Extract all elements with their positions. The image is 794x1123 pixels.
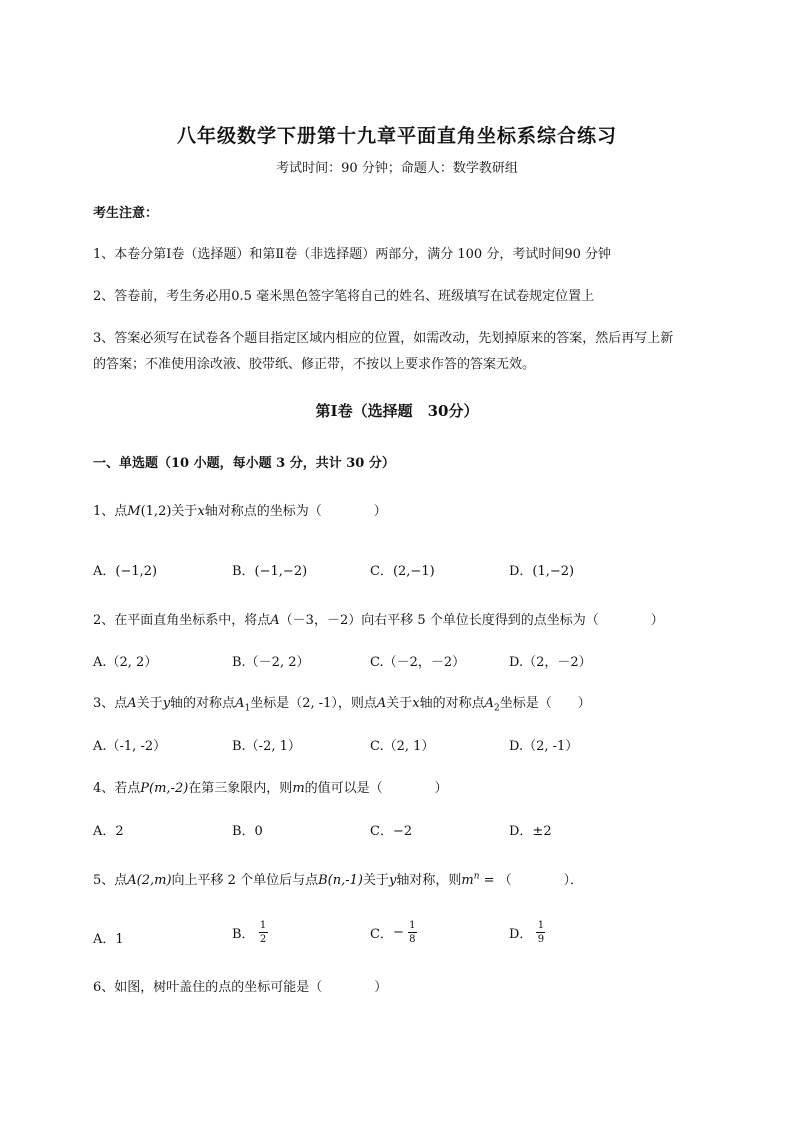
q4-text-a: 4、若点: [93, 781, 141, 796]
q5-option-b-fraction: [259, 920, 268, 945]
q1-option-d: D．(1,−2): [509, 564, 575, 579]
q5-option-b: [232, 920, 268, 945]
q3-point-a1: A: [235, 696, 245, 711]
q3-sub-2: 2: [494, 703, 500, 714]
question-1: [93, 500, 387, 519]
numerator: 1: [537, 920, 545, 931]
q4-option-a: A．2: [93, 824, 124, 839]
q5-exponent: n: [473, 871, 480, 882]
q1-point: M: [127, 504, 141, 519]
q1-text-b: 关于: [171, 504, 198, 519]
q5-point-a: A(2,m): [127, 873, 172, 888]
q5-text-a: 5、点: [93, 873, 128, 888]
section-title: 第Ⅰ卷（选择题 30分）: [315, 402, 479, 420]
q5-option-d-fraction: [536, 920, 545, 945]
question-3: [93, 692, 591, 714]
q2-option-d: D.（2，－2）: [509, 655, 592, 670]
exam-info: 考试时间：90 分钟；命题人：数学教研组: [276, 161, 518, 176]
q1-text-c: 轴对称点的坐标为（ ）: [204, 504, 387, 519]
q5-option-d-label: D．: [509, 927, 533, 942]
numerator: 1: [409, 920, 416, 931]
q3-option-d: D.（2, -1）: [509, 739, 579, 754]
q5-text-e: = （ ）．: [479, 873, 584, 888]
q1-text-a: 1、点: [93, 504, 128, 519]
notice-heading: 考生注意：: [93, 206, 159, 221]
q3-option-c: C.（2, 1）: [370, 739, 435, 754]
q4-option-d: D．±2: [509, 824, 552, 839]
q4-var: m: [292, 781, 305, 796]
q1-coord: (1,2): [140, 504, 172, 519]
q3-text-a: 3、点: [93, 696, 128, 711]
numerator: 1: [259, 920, 267, 931]
q5-point-b: B(n,-1): [318, 873, 363, 888]
q5-text-b: 向上平移 2 个单位后与点: [171, 873, 319, 888]
part-heading: 一、单选题（10 小题，每小题 3 分，共计 30 分）: [93, 456, 395, 471]
denominator: 9: [537, 934, 545, 945]
q5-option-c: [370, 920, 417, 945]
q3-sub-1: 1: [244, 703, 251, 714]
q2-text-a: 2、在平面直角坐标系中，将点: [93, 613, 271, 628]
notice-item-3: 3、答案必须写在试卷各个题目指定区域内相应的位置，如需改动，先划掉原来的答案，然后再写上新: [93, 331, 674, 346]
q5-option-a: A．1: [93, 932, 124, 947]
q2-text-b: （－3，－2）向右平移 5 个单位长度得到的点坐标为（ ）: [279, 613, 664, 628]
notice-item-2: 2、答卷前，考生务必用0.5 毫米黑色签字笔将自己的姓名、班级填写在试卷规定位置上: [93, 289, 595, 304]
q5-option-c-label: C．: [370, 927, 393, 942]
q3-point-a: A: [127, 696, 137, 711]
question-2: [93, 609, 664, 628]
q5-axis: y: [388, 873, 397, 888]
q5-option-c-fraction: [408, 920, 417, 945]
q3-axis-y: y: [162, 696, 171, 711]
q3-axis-x: x: [412, 696, 420, 711]
q5-text-c: 关于: [362, 873, 389, 888]
q4-option-c: C．−2: [370, 824, 413, 839]
notice-item-3-cont: 的答案；不准使用涂改液、胶带纸、修正带，不按以上要求作答的答案无效。: [93, 357, 536, 372]
minus-sign: −: [392, 925, 404, 940]
q3-text-d: 坐标是（2, -1），则点: [250, 696, 377, 711]
denominator: 2: [259, 934, 267, 945]
denominator: 8: [409, 934, 416, 945]
q3-point-a2: A: [484, 696, 495, 711]
q1-option-a: A．(−1,2): [93, 564, 158, 579]
q5-text-d: 轴对称，则: [396, 873, 462, 888]
q2-option-b: B.（－2, 2）: [232, 655, 310, 670]
q3-text-e: 关于: [386, 696, 413, 711]
q3-text-f: 轴的对称点: [419, 696, 485, 711]
q3-point-a-2: A: [376, 696, 387, 711]
q4-point: P(m,-2): [140, 781, 189, 796]
q4-text-b: 在第三象限内，则: [188, 781, 293, 796]
question-5: [93, 869, 583, 888]
q1-axis: x: [197, 504, 205, 519]
q2-option-c: C.（－2，－2）: [370, 655, 466, 670]
q3-text-c: 轴的对称点: [170, 696, 236, 711]
q3-option-a: A.（-1, -2）: [93, 739, 167, 754]
question-4: [93, 777, 448, 796]
q4-option-b: B．0: [232, 824, 263, 839]
question-6: 6、如图，树叶盖住的点的坐标可能是（ ）: [93, 980, 388, 995]
q5-option-b-label: B．: [232, 927, 255, 942]
q3-text-b: 关于: [136, 696, 163, 711]
notice-item-1: 1、本卷分第Ⅰ卷（选择题）和第Ⅱ卷（非选择题）两部分，满分 100 分，考试时间90 分钟: [93, 247, 611, 262]
q4-text-c: 的值可以是（ ）: [304, 781, 448, 796]
q5-option-d: [509, 920, 545, 945]
q2-option-a: A.（2, 2）: [93, 655, 158, 670]
q3-text-g: 坐标是（ ）: [499, 696, 591, 711]
q5-base: m: [461, 873, 474, 888]
q2-point: A: [270, 613, 280, 628]
q1-option-c: C．(2,−1): [370, 564, 435, 579]
q3-option-b: B.（-2, 1）: [232, 739, 301, 754]
q1-option-b: B．(−1,−2): [232, 564, 308, 579]
page-title: 八年级数学下册第十九章平面直角坐标系综合练习: [176, 125, 617, 147]
